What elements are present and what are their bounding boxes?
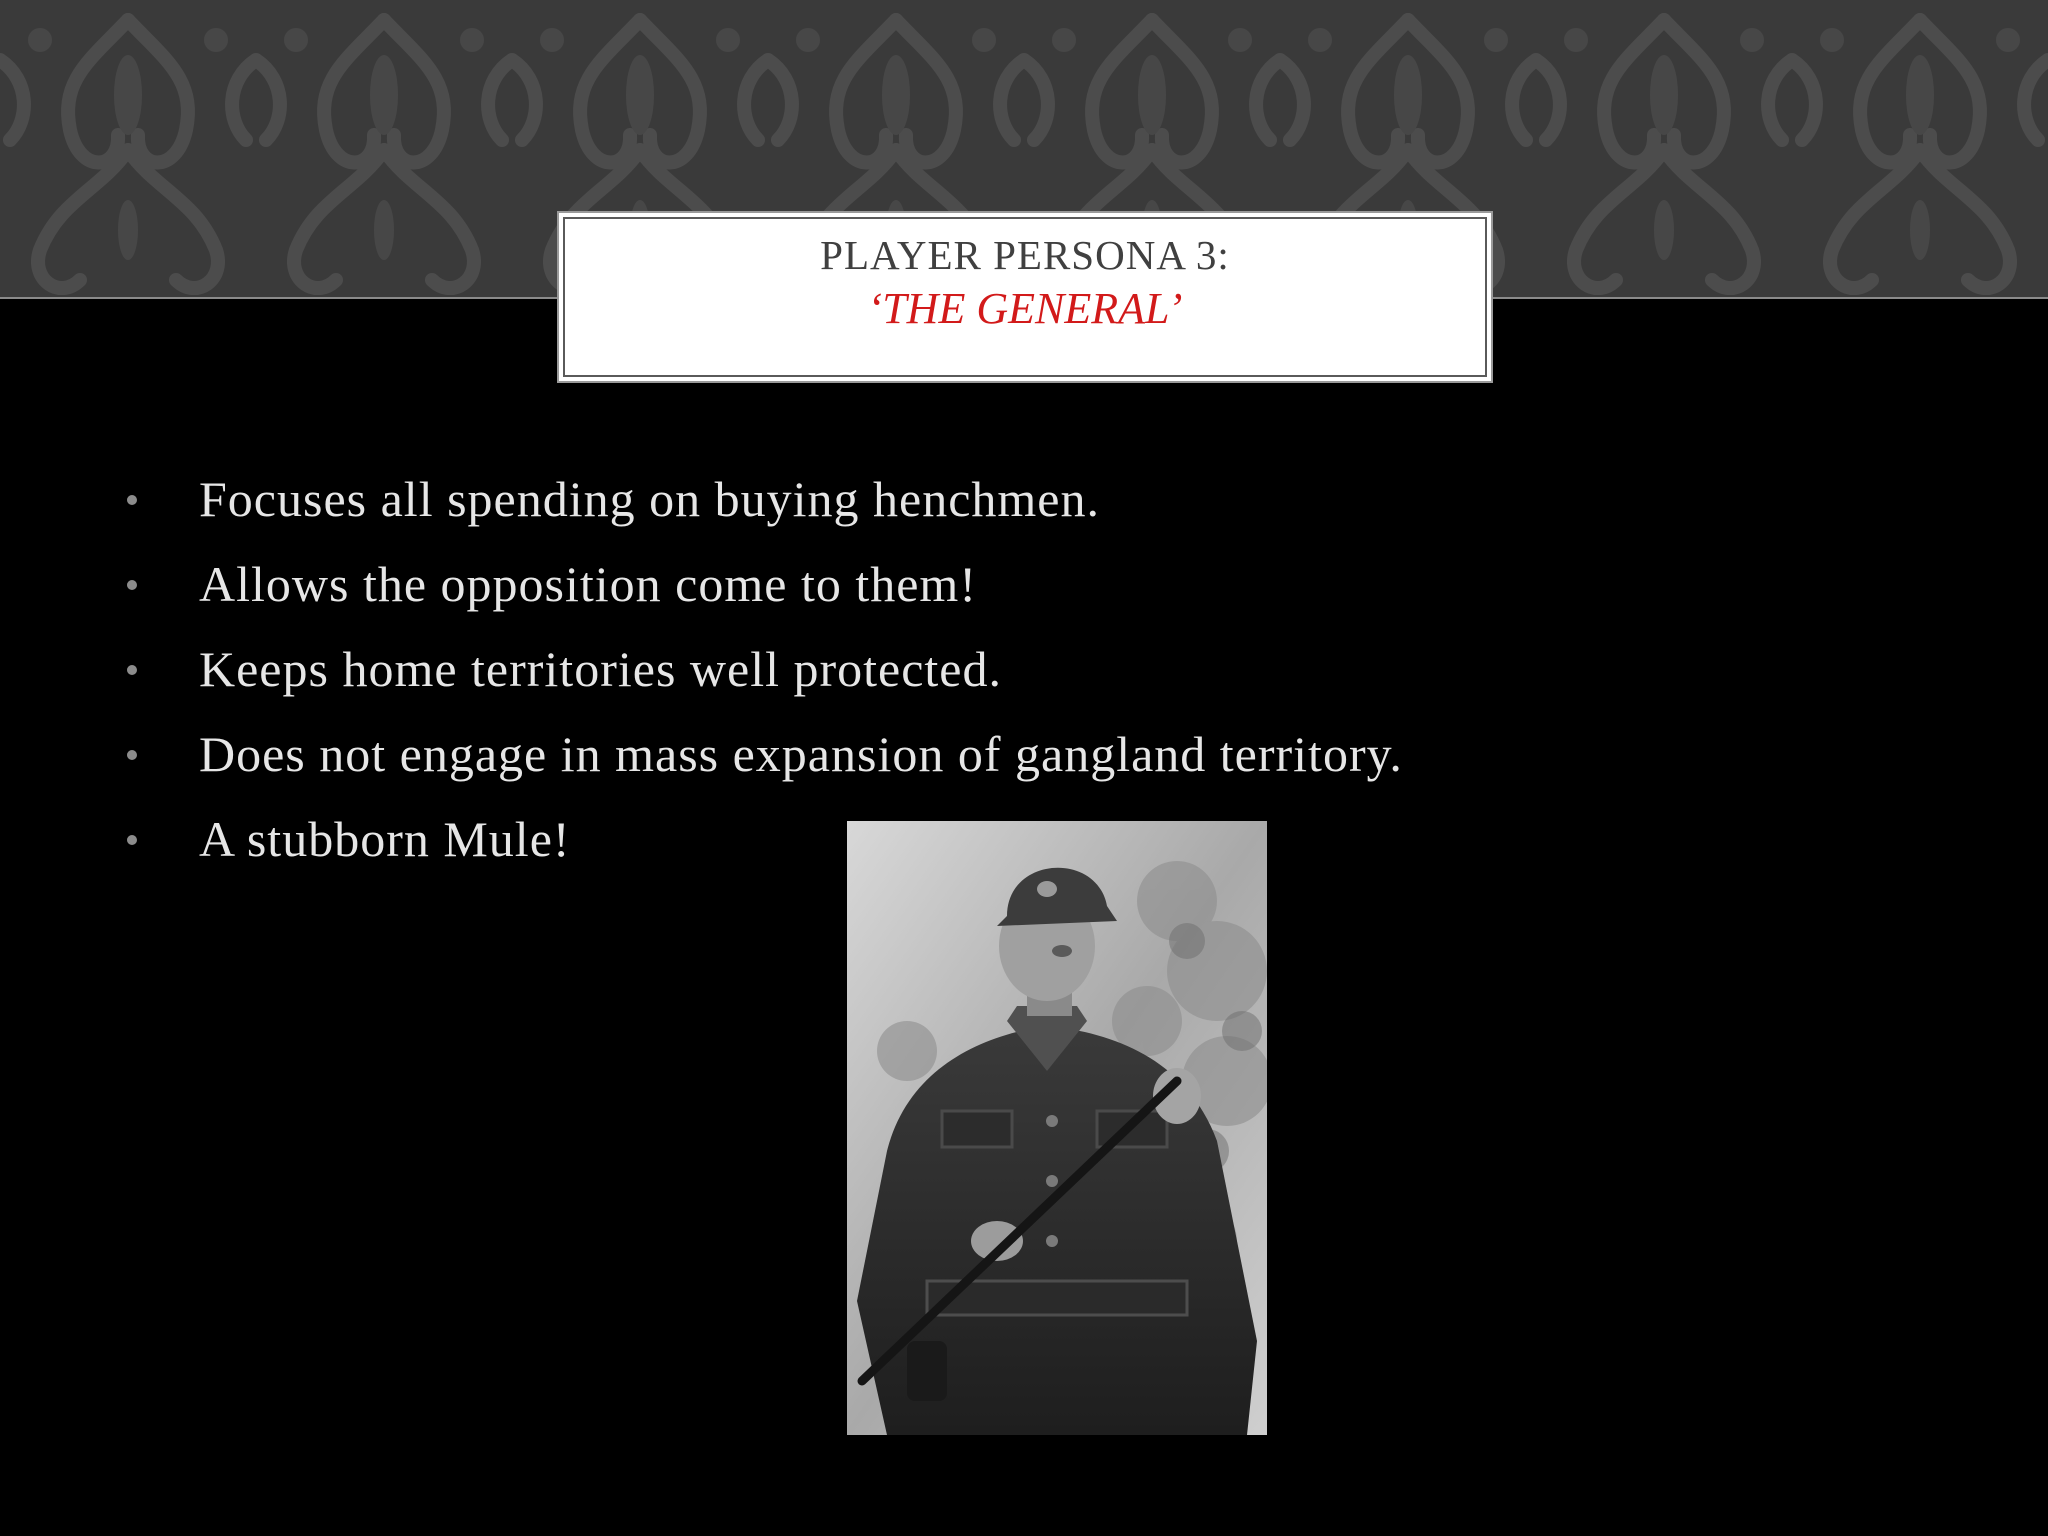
- bullet-item: [120, 717, 1403, 802]
- bullet-icon: [127, 665, 137, 675]
- slide-title: PLAYER PERSONA 3:: [820, 232, 1230, 278]
- general-photo: [847, 821, 1267, 1435]
- bullet-text: Does not engage in mass expansion of gangland territory.: [199, 726, 1403, 782]
- bullet-icon: [127, 750, 137, 760]
- bullet-icon: [127, 580, 137, 590]
- bullet-item: [120, 462, 1403, 547]
- title-box-frame: [563, 217, 1487, 377]
- bullet-text: A stubborn Mule!: [199, 811, 571, 867]
- bullet-icon: [127, 495, 137, 505]
- bullet-text: Focuses all spending on buying henchmen.: [199, 471, 1100, 527]
- general-portrait-image: [847, 821, 1267, 1435]
- bullet-text: Keeps home territories well protected.: [199, 641, 1002, 697]
- bullet-item: [120, 547, 1403, 632]
- slide-subtitle: ‘THE GENERAL’: [867, 284, 1183, 333]
- bullet-text: Allows the opposition come to them!: [199, 556, 977, 612]
- bullet-item: [120, 632, 1403, 717]
- title-box: [557, 211, 1493, 383]
- bullet-icon: [127, 835, 137, 845]
